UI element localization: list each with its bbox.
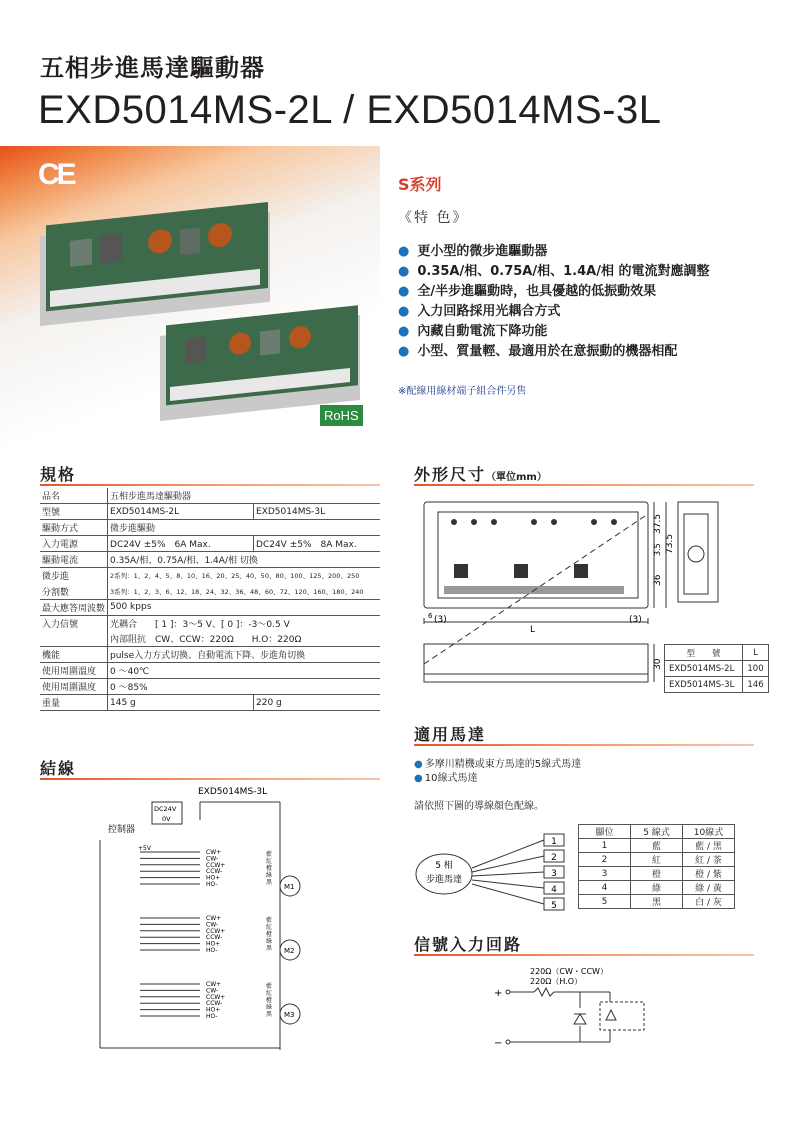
table-row [40,631,380,647]
motor-m1: M1 [284,883,295,891]
signal-label: CCW- [206,934,223,942]
motor-wire-label: 橙 [266,865,273,872]
spec-value: 500 kpps [108,599,380,615]
spec-label: 入力電源 [40,536,108,552]
spec-label: 驅動電流 [40,552,108,568]
spec-value: 3系列：1、2、3、6、12、18、24、32、36、48、60、72、120、160、180、240 [108,584,380,600]
spec-table [40,488,380,711]
minus-terminal: − [494,1038,503,1049]
table-row [40,663,380,679]
feature-item: ● 內藏自動電流下降功能 [398,322,709,342]
motor-wire-label: 綠 [266,938,273,945]
signal-label: CCW- [206,868,223,876]
table-row [40,568,380,584]
color-header: 10線式 [683,825,735,839]
dim-36: 36 [653,574,663,586]
spec-value: 220 g [254,695,380,711]
table-row [40,679,380,695]
spec-label: 使用周圍濕度 [40,679,108,695]
dimension-divider [414,484,754,486]
model-cell: 146 [743,677,769,693]
signal-label: CCW+ [206,927,226,935]
signal-label: CW- [206,855,219,863]
spec-label: 型號 [40,504,108,520]
table-row [40,488,380,504]
spec-label: 重量 [40,695,108,711]
table-row [40,504,380,520]
table-row [40,520,380,536]
ce-mark: CE [38,158,74,191]
table-row [40,536,380,552]
motor-instruction: 請依照下圖的導線顏色配線。 [414,801,544,812]
color-cell: 黑 [631,895,683,909]
color-cell: 3 [579,867,631,881]
table-row [40,647,380,663]
table-row [40,584,380,600]
table-row [665,677,769,693]
rohs-badge: RoHS [320,405,363,426]
dc24-label: DC24V [154,805,177,813]
table-row [579,853,735,867]
motor-wire-label: 黑 [266,879,273,886]
feature-item: ● 全/半步進驅動時，也具優越的低振動效果 [398,282,709,302]
color-cell: 2 [579,853,631,867]
motor-wire-label: 黑 [266,945,273,952]
color-cell: 橙 / 紫 [683,867,735,881]
feature-item: ● 更小型的微步進驅動器 [398,242,709,262]
motor-label: 5 相 [435,861,453,871]
table-row [665,645,769,661]
signal-label: HO- [206,881,218,888]
spec-value: 145 g [108,695,254,711]
signal-label: CW- [206,921,219,929]
table-row [665,661,769,677]
dimension-title: 外形尺寸 [414,465,487,484]
model-header: L [743,645,769,661]
model-title: EXD5014MS-2L / EXD5014MS-3L [38,88,662,132]
spec-label: 機能 [40,647,108,663]
color-cell: 藍 [631,839,683,853]
color-cell: 4 [579,881,631,895]
pin-number: 1 [551,837,557,847]
pin-number: 3 [551,869,557,879]
dim-l: L [530,625,536,635]
signal-circuit [480,964,680,1054]
signal-label: CCW- [206,1000,223,1008]
dim-6: 6 [428,612,433,620]
spec-value: 微步進驅動 [108,520,380,536]
accessory-note: ※配線用線材端子組合件另售 [398,386,527,397]
feature-item: ● 小型、質量輕、最適用於在意振動的機器相配 [398,342,709,362]
signal-label: HO- [206,947,218,954]
color-cell: 綠 / 黃 [683,881,735,895]
model-header: 型 號 [665,645,743,661]
motor-wire-label: 藍 [266,917,273,924]
motor-divider [414,744,754,746]
pin-number: 2 [551,853,557,863]
signal-label: CW+ [206,915,222,922]
feature-item: ● 入力回路採用光耦合方式 [398,302,709,322]
color-cell: 白 / 灰 [683,895,735,909]
spec-value: EXD5014MS-3L [254,504,380,520]
motor-m3: M3 [284,1011,295,1019]
motor-m2: M2 [284,947,295,955]
spec-label: 入力信號 [42,620,79,631]
spec-value: EXD5014MS-2L [108,504,254,520]
signal-label: HO+ [206,1006,221,1014]
spec-divider [40,484,380,486]
pin-number: 4 [551,885,557,895]
spec-value: 2系列：1、2、4、5、8、10、16、20、25、40、50、80、100、125、200、250 [108,568,380,584]
spec-value: 0 ～85% [108,679,380,695]
signal-heading: 信號入力回路 [414,935,523,954]
dim-35: 3.5 [653,543,662,556]
spec-value: 0 ～40℃ [108,663,380,679]
model-cell: 100 [743,661,769,677]
signal-label: HO+ [206,940,221,948]
color-cell: 紅 / 茶 [683,853,735,867]
spec-label: 分割數 [40,584,108,600]
wiring-diagram [40,780,380,1070]
motor-wire-label: 綠 [266,1004,273,1011]
dimension-unit: （單位mm） [486,472,547,483]
motor-item: ● 多摩川精機或東方馬達的5線式馬達 [414,758,581,772]
motor-list [414,758,581,786]
color-cell: 綠 [631,881,683,895]
resistor-label: 220Ω（CW・CCW） [530,967,608,976]
wiring-model: EXD5014MS-3L [198,787,268,797]
dimension-heading [414,462,547,485]
signal-label: CW+ [206,981,222,988]
motor-wire-label: 黑 [266,1011,273,1018]
table-row [579,867,735,881]
color-cell: 1 [579,839,631,853]
color-cell: 橙 [631,867,683,881]
spec-value: 0.35A/相、0.75A/相、1.4A/相 切換 [108,552,380,568]
dim-right: (3) [629,615,642,625]
table-row [579,839,735,853]
signal-label: CW- [206,987,219,995]
table-row [579,895,735,909]
spec-label: 驅動方式 [40,520,108,536]
page-title: 五相步進馬達驅動器 [40,54,265,82]
spec-heading: 規格 [40,465,77,484]
model-cell: EXD5014MS-2L [665,661,743,677]
signal-label: HO- [206,1013,218,1020]
motor-heading: 適用馬達 [414,725,487,744]
model-table [664,644,769,693]
motor-label: 步進馬達 [425,875,463,885]
dim-left: (3) [434,615,447,625]
signal-label: CW+ [206,849,222,856]
model-cell: EXD5014MS-3L [665,677,743,693]
resistor-label: 220Ω（H.O） [530,977,583,986]
zero-label: 0V [162,815,171,823]
color-header: 腳位 [579,825,631,839]
spec-value: DC24V ±5% 8A Max. [254,536,380,552]
motor-wire-label: 藍 [266,983,273,990]
spec-label: 使用周圍溫度 [40,663,108,679]
feature-item: ● 0.35A/相、0.75A/相、1.4A/相 的電流對應調整 [398,262,709,282]
plus5-label: +5V [138,845,151,852]
spec-value: 五相步進馬達驅動器 [108,488,380,504]
dim-30: 30 [653,658,663,670]
table-row [579,825,735,839]
signal-label: CCW+ [206,993,226,1001]
motor-wire-label: 紅 [266,858,273,865]
spec-value: pulse入力方式切換、自動電流下降、步進角切換 [108,647,380,663]
feature-list [398,242,709,362]
signal-label: HO+ [206,874,221,882]
spec-value: DC24V ±5% 6A Max. [108,536,254,552]
pin-number: 5 [551,901,557,911]
color-cell: 藍 / 黑 [683,839,735,853]
table-row [40,695,380,711]
spec-label [40,631,108,647]
motor-wire-label: 紅 [266,990,273,997]
spec-label: 品名 [40,488,108,504]
signal-divider [414,954,754,956]
features-heading: 《特 色》 [398,210,469,226]
spec-label: 最大應答周波數 [40,599,108,615]
wiring-heading: 結線 [40,759,77,778]
signal-label: CCW+ [206,861,226,869]
wire-color-table [578,824,735,909]
table-row [40,615,380,631]
dim-375: 37.5 [653,513,663,534]
table-row [40,599,380,615]
table-row [579,881,735,895]
motor-item: ● 10線式馬達 [414,772,581,786]
motor-wire-label: 綠 [266,872,273,879]
spec-label: 微步進 [42,572,70,583]
spec-value: 光耦合 [ 1 ]：3～5 V、[ 0 ]：-3～0.5 V [108,615,380,631]
motor-wire-label: 橙 [266,931,273,938]
table-row [40,552,380,568]
dim-735: 73.5 [665,533,675,554]
plus-terminal: + [494,988,503,999]
motor-wire-diagram [414,830,574,920]
motor-wire-label: 藍 [266,851,273,858]
motor-wire-label: 紅 [266,924,273,931]
series-label: S系列 [398,175,442,194]
color-header: 5 線式 [631,825,683,839]
color-cell: 紅 [631,853,683,867]
motor-wire-label: 橙 [266,997,273,1004]
color-cell: 5 [579,895,631,909]
controller-label: 控制器 [108,825,136,835]
spec-value: 內部阻抗 CW、CCW：220Ω H.O：220Ω [108,631,380,647]
